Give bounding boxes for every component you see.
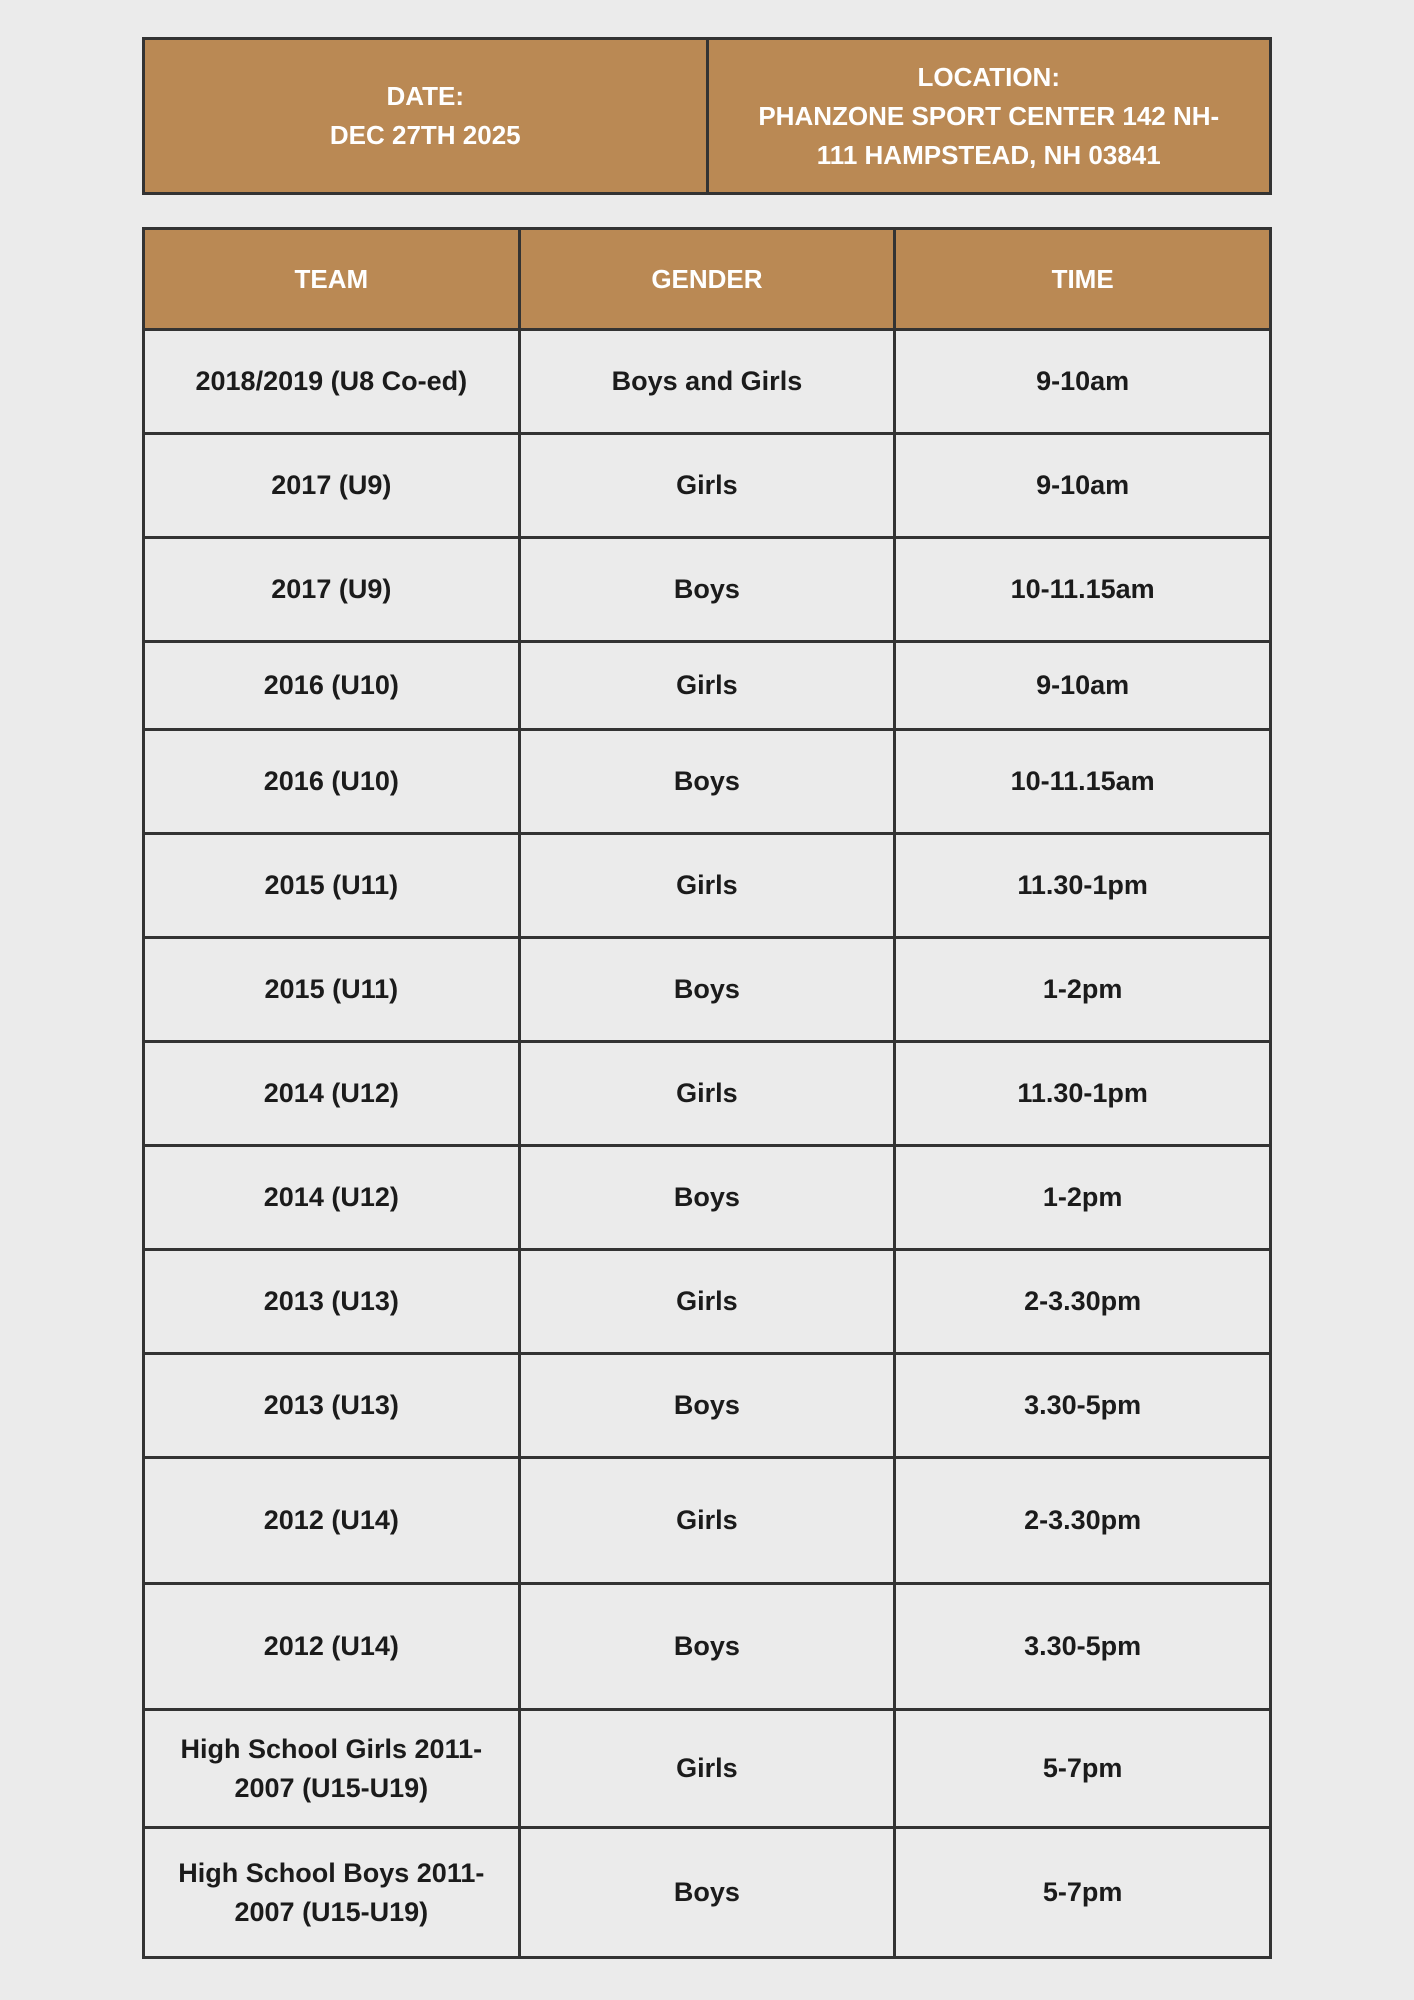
table-row	[144, 730, 1271, 834]
gender-cell: Boys	[519, 1828, 895, 1958]
team-cell: 2013 (U13)	[144, 1354, 520, 1458]
team-cell: 2015 (U11)	[144, 834, 520, 938]
time-cell: 2-3.30pm	[895, 1458, 1271, 1584]
gender-cell: Boys and Girls	[519, 330, 895, 434]
location-address-line-1: PHANZONE SPORT CENTER 142 NH-	[758, 100, 1220, 131]
table-row	[144, 834, 1271, 938]
column-header-gender: GENDER	[519, 229, 895, 330]
time-cell: 10-11.15am	[895, 538, 1271, 642]
date-cell	[144, 39, 708, 194]
table-row	[144, 1354, 1271, 1458]
time-cell: 1-2pm	[895, 1146, 1271, 1250]
time-cell: 5-7pm	[895, 1710, 1271, 1828]
gender-cell: Girls	[519, 1458, 895, 1584]
team-cell: 2012 (U14)	[144, 1584, 520, 1710]
table-row	[144, 1458, 1271, 1584]
team-cell: 2016 (U10)	[144, 730, 520, 834]
table-row	[144, 1828, 1271, 1958]
team-cell: High School Girls 2011-2007 (U15-U19)	[144, 1710, 520, 1828]
team-cell: 2016 (U10)	[144, 642, 520, 730]
gender-cell: Boys	[519, 1584, 895, 1710]
gender-cell: Boys	[519, 730, 895, 834]
gender-cell: Boys	[519, 938, 895, 1042]
time-cell: 2-3.30pm	[895, 1250, 1271, 1354]
table-row	[144, 1584, 1271, 1710]
time-cell: 10-11.15am	[895, 730, 1271, 834]
time-cell: 3.30-5pm	[895, 1354, 1271, 1458]
team-cell: 2012 (U14)	[144, 1458, 520, 1584]
table-row	[144, 938, 1271, 1042]
time-cell: 1-2pm	[895, 938, 1271, 1042]
team-cell: 2017 (U9)	[144, 434, 520, 538]
table-row	[144, 538, 1271, 642]
time-cell: 9-10am	[895, 642, 1271, 730]
time-cell: 5-7pm	[895, 1828, 1271, 1958]
time-cell: 11.30-1pm	[895, 1042, 1271, 1146]
location-label: LOCATION:	[917, 61, 1060, 92]
schedule-header-row	[144, 229, 1271, 330]
table-row	[144, 434, 1271, 538]
gender-cell: Boys	[519, 538, 895, 642]
time-cell: 9-10am	[895, 330, 1271, 434]
column-header-time: TIME	[895, 229, 1271, 330]
gender-cell: Girls	[519, 1710, 895, 1828]
table-row	[144, 1250, 1271, 1354]
date-value: DEC 27TH 2025	[329, 120, 521, 150]
location-address-line-2: 111 HAMPSTEAD, NH 03841	[816, 139, 1161, 170]
table-row	[144, 330, 1271, 434]
event-info-row	[144, 39, 1271, 194]
time-cell: 3.30-5pm	[895, 1584, 1271, 1710]
team-cell: 2014 (U12)	[144, 1146, 520, 1250]
time-cell: 11.30-1pm	[895, 834, 1271, 938]
team-cell: 2015 (U11)	[144, 938, 520, 1042]
date-label: DATE:	[386, 81, 464, 111]
gender-cell: Girls	[519, 1042, 895, 1146]
team-cell: 2017 (U9)	[144, 538, 520, 642]
gender-cell: Girls	[519, 834, 895, 938]
event-info-table	[142, 37, 1272, 195]
team-cell: 2014 (U12)	[144, 1042, 520, 1146]
team-cell: 2013 (U13)	[144, 1250, 520, 1354]
time-cell: 9-10am	[895, 434, 1271, 538]
table-row	[144, 1042, 1271, 1146]
column-header-team: TEAM	[144, 229, 520, 330]
schedule-table	[142, 227, 1272, 1959]
gender-cell: Boys	[519, 1354, 895, 1458]
table-row	[144, 1710, 1271, 1828]
team-cell: 2018/2019 (U8 Co-ed)	[144, 330, 520, 434]
gender-cell: Girls	[519, 1250, 895, 1354]
location-cell	[707, 39, 1271, 194]
gender-cell: Girls	[519, 434, 895, 538]
gender-cell: Girls	[519, 642, 895, 730]
table-row	[144, 1146, 1271, 1250]
team-cell: High School Boys 2011-2007 (U15-U19)	[144, 1828, 520, 1958]
gender-cell: Boys	[519, 1146, 895, 1250]
schedule-body	[144, 330, 1271, 1958]
table-row	[144, 642, 1271, 730]
